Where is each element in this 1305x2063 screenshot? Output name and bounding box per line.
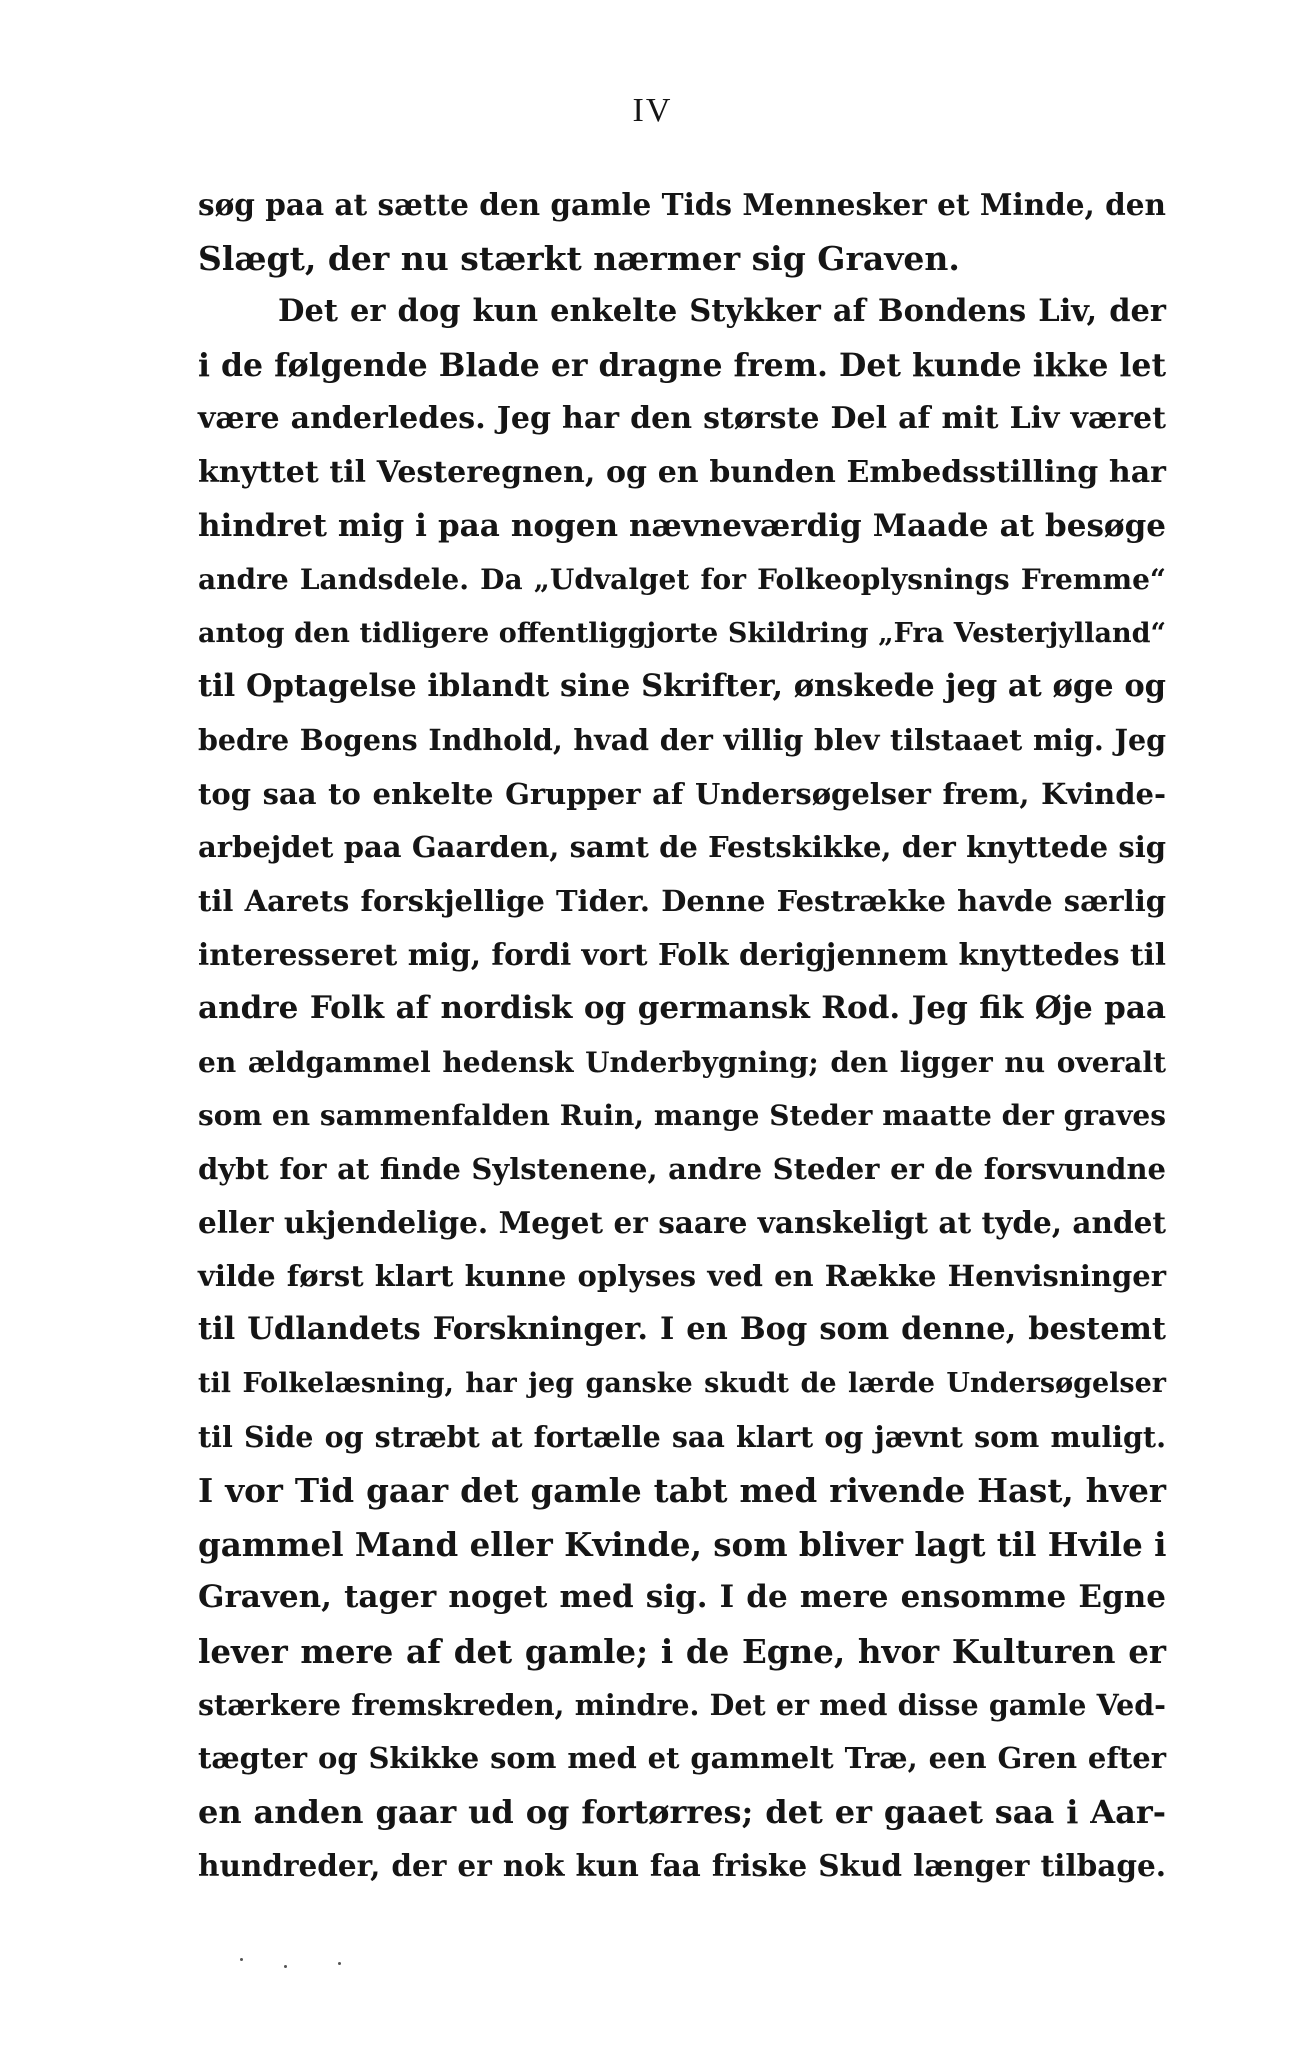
text-line: til Folkelæsning, har jeg ganske skudt de lærde Undersøgelser [198, 1368, 1166, 1400]
text-line: til Side og stræbt at fortælle saa klart og jævnt som muligt. [198, 1419, 1166, 1454]
text-line: Graven, tager noget med sig. I de mere ensomme Egne [198, 1579, 1166, 1616]
text-line: knyttet til Vesteregnen, og en bunden Embedsstilling har [198, 454, 1166, 490]
text-line: en ældgammel hedensk Underbygning; den ligger nu overalt [198, 1045, 1166, 1079]
text-line: hundreder, der er nok kun faa friske Skud længer tilbage. [198, 1848, 1166, 1884]
body-text [198, 178, 1166, 1893]
text-line: en anden gaar ud og fortørres; det er gaaet saa i Aar- [198, 1792, 1166, 1831]
text-line: andre Folk af nordisk og germansk Rod. Jeg fik Øje paa [198, 989, 1166, 1026]
text-line: lever mere af det gamle; i de Egne, hvor Kulturen er [198, 1632, 1166, 1672]
text-line: tægter og Skikke som med et gammelt Træ, een Gren efter [198, 1741, 1166, 1776]
text-line: I vor Tid gaar det gamle tabt med rivende Hast, hver [198, 1471, 1166, 1511]
text-line: gammel Mand eller Kvinde, som bliver lagt til Hvile i [198, 1524, 1167, 1564]
text-line: hindret mig i paa nogen nævneværdig Maade at besøge [198, 507, 1166, 544]
text-line: i de følgende Blade er dragne frem. Det kunde ikke let [198, 346, 1166, 384]
text-line: antog den tidligere offentliggjorte Skildring „Fra Vesterjylland“ [198, 617, 1166, 649]
scan-speck [338, 1962, 341, 1965]
text-line: Det er dog kun enkelte Stykker af Bondens Liv, der [278, 293, 1166, 330]
scan-speck [240, 1958, 243, 1961]
text-line: til Udlandets Forskninger. I en Bog som denne, bestemt [198, 1311, 1166, 1348]
text-line: vilde først klart kunne oplyses ved en Række Henvisninger [198, 1258, 1166, 1293]
text-line: Slægt, der nu stærkt nærmer sig Graven. [198, 238, 960, 278]
text-line: til Aarets forskjellige Tider. Denne Festrække havde særlig [198, 883, 1166, 918]
text-line: interesseret mig, fordi vort Folk derigjennem knyttedes til [198, 937, 1166, 973]
text-line: som en sammenfalden Ruin, mange Steder maatte der graves [198, 1099, 1166, 1133]
text-line: være anderledes. Jeg har den største Del af mit Liv været [198, 401, 1166, 437]
scan-speck [284, 1965, 287, 1968]
text-line: dybt for at finde Sylstenene, andre Steder er de forsvundne [198, 1151, 1166, 1186]
text-line: stærkere fremskreden, mindre. Det er med disse gamle Ved- [198, 1687, 1166, 1722]
page-number: IV [632, 92, 673, 129]
text-line: søg paa at sætte den gamle Tids Mennesker et Minde, den [198, 187, 1166, 222]
text-line: bedre Bogens Indhold, hvad der villig blev tilstaaet mig. Jeg [198, 722, 1166, 757]
text-line: tog saa to enkelte Grupper af Undersøgelser frem, Kvinde- [198, 776, 1166, 811]
text-line: til Optagelse iblandt sine Skrifter, ønskede jeg at øge og [198, 668, 1166, 705]
text-line: arbejdet paa Gaarden, samt de Festskikke, der knyttede sig [198, 830, 1166, 865]
text-line: eller ukjendelige. Meget er saare vanskeligt at tyde, andet [198, 1205, 1166, 1241]
text-line: andre Landsdele. Da „Udvalget for Folkeoplysnings Fremme“ [198, 563, 1166, 597]
